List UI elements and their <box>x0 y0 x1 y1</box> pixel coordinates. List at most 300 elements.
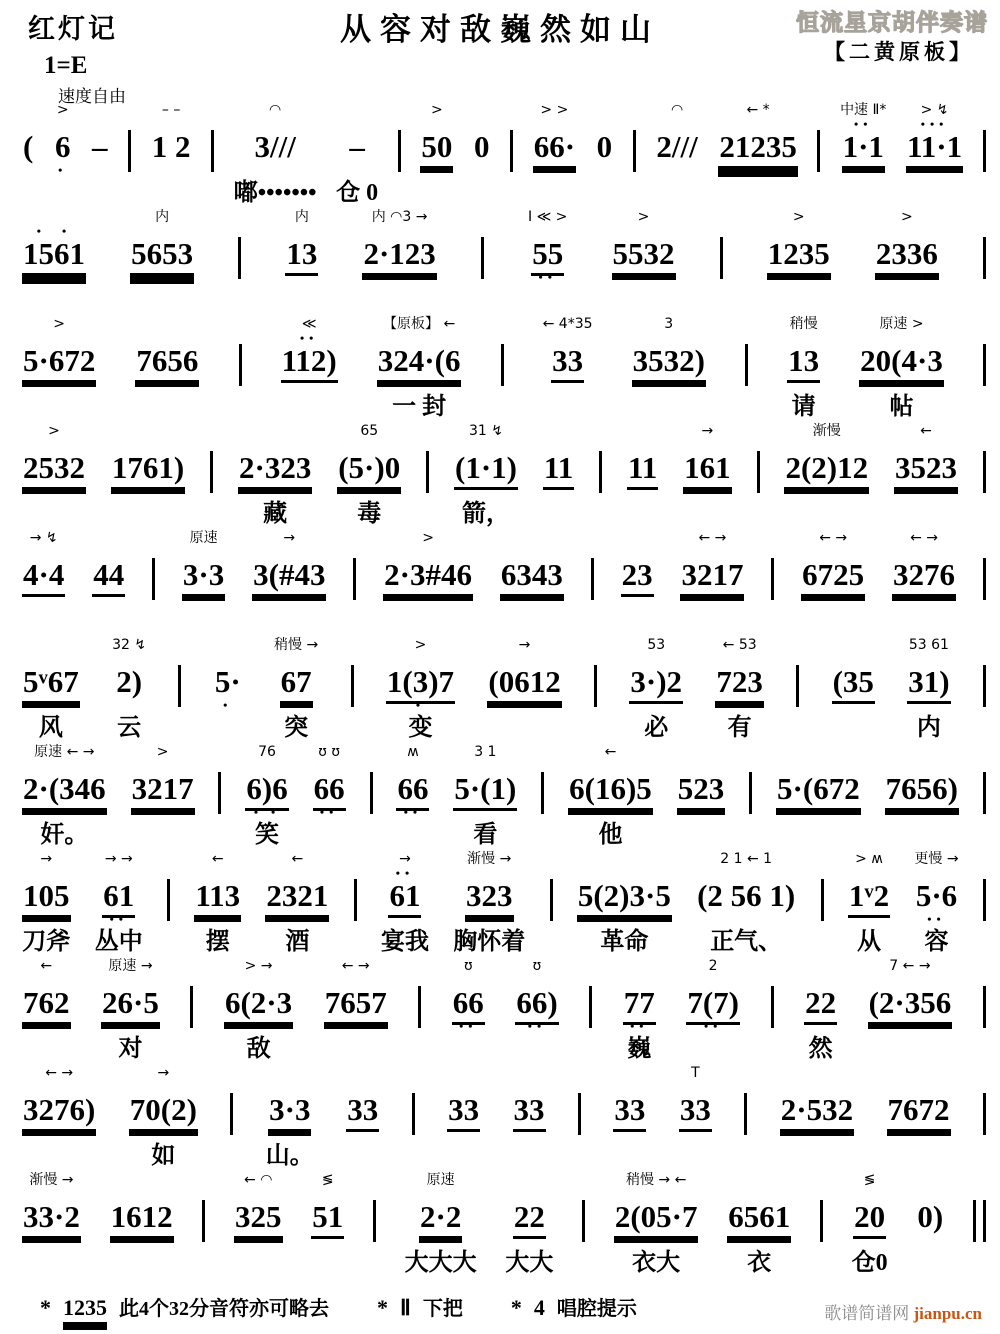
note-group <box>22 1063 96 1170</box>
octave-dots-below: • <box>136 1233 147 1247</box>
octave-dots-below: • <box>158 1126 168 1140</box>
note-group <box>686 956 740 1063</box>
barline <box>510 130 513 172</box>
footnote-text: 此4个32分音符亦可略去 <box>119 1298 329 1320</box>
note-group <box>447 1063 480 1170</box>
annotation: > → <box>244 958 273 974</box>
note-group <box>336 100 378 207</box>
annotation: 31 ↯ <box>469 423 504 439</box>
note-group <box>22 742 107 849</box>
note-group <box>238 421 312 528</box>
octave-dots-below: ••• <box>904 1126 933 1140</box>
note-figures: 7657 <box>324 985 387 1020</box>
annotation: 65 <box>360 423 379 439</box>
annotation: 7 ← → <box>889 958 931 974</box>
site-credit <box>824 1299 982 1324</box>
note-group <box>285 207 318 314</box>
note-group <box>680 528 744 635</box>
note-group <box>500 528 564 635</box>
octave-dots-above: •• <box>854 117 873 131</box>
octave-dots-below: •• • <box>815 591 851 605</box>
octave-dots-below: •• <box>319 805 339 819</box>
lyric: 大大大 <box>404 1250 477 1276</box>
annotation: 稍慢 → ← <box>625 1172 687 1188</box>
annotation: ← 53 <box>722 637 757 653</box>
note-group <box>252 528 326 635</box>
annotation: 【原板】 ← <box>383 316 456 332</box>
note-figures: 3(#43 <box>253 557 326 592</box>
barline <box>983 1093 986 1135</box>
annotation: ← <box>920 423 932 439</box>
octave-dots-below: •••• <box>903 805 941 819</box>
barline <box>983 451 986 493</box>
note-group <box>22 635 80 742</box>
lyric: 仓 0 <box>336 180 379 206</box>
note-figures: 7(7) <box>687 985 739 1020</box>
octave-dots-below: • <box>702 484 713 498</box>
barline <box>983 772 986 814</box>
note-group <box>715 635 764 742</box>
barline <box>594 665 597 707</box>
note-figures: 33 <box>347 1092 379 1127</box>
note-figures: (2 56 1) <box>697 878 796 913</box>
footnote-text: 下把 <box>422 1298 463 1320</box>
note-figures: 5(2)3·5 <box>577 878 671 913</box>
note-figures: 50 <box>421 129 453 164</box>
barline <box>745 344 748 386</box>
octave-dots-below: •• <box>109 912 128 926</box>
note-figures: 1561 <box>23 236 85 271</box>
note-group <box>266 1063 314 1170</box>
octave-dots-below: •• <box>37 1019 56 1033</box>
note-figures: 0) <box>917 1199 944 1234</box>
note-group <box>313 742 346 849</box>
note-group <box>907 635 950 742</box>
note-figures: 5·6 <box>915 878 958 913</box>
octave-dots-below: •• <box>538 270 557 284</box>
barline <box>983 130 986 172</box>
note-group <box>914 849 958 956</box>
asterisk-icon: * <box>510 1295 522 1320</box>
note-group <box>621 528 654 635</box>
annotation: ← <box>211 851 224 867</box>
note-figures: 2·323 <box>239 450 312 485</box>
octave-dots-below: •• <box>138 484 158 498</box>
note-figures: 51 <box>312 1199 344 1234</box>
barline <box>749 772 752 814</box>
annotation: 32 ↯ <box>112 637 147 653</box>
note-figures: 2532 <box>23 450 85 485</box>
note-figures: 11 <box>627 450 658 485</box>
annotation: 76 <box>258 744 276 760</box>
annotation: ← * <box>746 102 770 118</box>
annotation: 内 ◠3 → <box>371 209 428 225</box>
annotation: 更慢 → <box>914 851 959 867</box>
asterisk-icon: * <box>377 1295 388 1320</box>
annotation: > <box>422 530 434 546</box>
note-figures: 6)6 <box>246 771 288 806</box>
footnote-item <box>40 1292 329 1322</box>
note-figures: 523 <box>677 771 725 806</box>
note-figures: 113 <box>195 878 241 913</box>
note-group <box>473 100 491 207</box>
note-group <box>487 635 561 742</box>
note-figures: 2(2)12 <box>785 450 869 485</box>
octave-dots-below: • <box>519 698 530 712</box>
barline <box>211 130 214 172</box>
octave-dots-above: •• <box>299 331 319 345</box>
note-figures: 324·(6 <box>377 343 461 378</box>
annotation: 原速 → <box>108 958 153 974</box>
octave-dots-below: • <box>253 1019 264 1033</box>
barline <box>983 237 986 279</box>
annotation: > <box>56 102 69 118</box>
octave-dots-below: • <box>58 163 68 177</box>
lyric: 突 <box>284 715 309 741</box>
lyric: 胸怀着 <box>453 929 526 955</box>
note-group <box>596 100 614 207</box>
octave-dots-above: ••• <box>920 117 949 131</box>
notation-line <box>22 849 986 956</box>
notation-line <box>22 207 986 314</box>
note-figures: 31) <box>908 664 950 699</box>
note-figures: 13 <box>286 236 318 271</box>
footnote-symbol: Ⅱ <box>400 1295 411 1320</box>
annotation: > ʍ <box>855 851 883 867</box>
annotation: ← <box>291 851 304 867</box>
note-group <box>22 314 96 421</box>
note-figures: 5ᵛ67 <box>23 664 79 699</box>
annotation: > > <box>540 102 569 118</box>
note-group <box>543 421 574 528</box>
note-figures: 762 <box>23 985 70 1020</box>
note-group <box>577 849 672 956</box>
lyric: 容 <box>924 929 949 955</box>
note-group <box>22 421 86 528</box>
lyric: 帖 <box>889 394 914 420</box>
note-group <box>453 742 517 849</box>
lyric: 看 <box>473 822 498 848</box>
note-figures: 5532 <box>612 236 675 271</box>
note-figures: 66 <box>313 771 345 806</box>
octave-dots-below: •• <box>459 1019 478 1033</box>
note-figures: 70(2) <box>129 1092 197 1127</box>
octave-dots-below: • <box>902 270 912 284</box>
note-group <box>780 1063 854 1170</box>
note-group <box>629 635 683 742</box>
annotation: ← <box>604 744 617 760</box>
note-figures: (35 <box>832 664 874 699</box>
octave-dots-below: •••• <box>149 377 186 391</box>
annotation: > <box>431 102 443 118</box>
lyric: 如 <box>151 1143 176 1169</box>
note-figures: 105 <box>23 878 70 913</box>
annotation: ʊ <box>463 958 473 974</box>
footnotes <box>40 1292 637 1322</box>
barline <box>744 1093 747 1135</box>
barline <box>983 986 986 1028</box>
annotation: ← → <box>698 530 727 546</box>
note-group <box>131 742 195 849</box>
annotation: > <box>53 316 66 332</box>
note-group <box>95 849 143 956</box>
octave-dots-below: • • <box>642 1233 670 1247</box>
note-figures: 3·3 <box>269 1092 311 1127</box>
note-figures: ( <box>23 129 34 164</box>
note-group <box>614 1170 699 1277</box>
note-figures: 2) <box>116 664 143 699</box>
note-figures: 11 <box>543 450 574 485</box>
annotation: > ↯ <box>920 102 949 118</box>
note-figures: 3217 <box>131 771 194 806</box>
lyric: 刀斧 <box>22 929 71 955</box>
note-figures: 6725 <box>802 557 865 592</box>
tempo-note: 速度自由 <box>58 87 126 106</box>
octave-dots-below: •• <box>527 1019 547 1033</box>
annotation: 3 1 <box>474 744 497 760</box>
barline <box>771 986 774 1028</box>
note-group <box>655 100 698 207</box>
annotation: > <box>156 744 169 760</box>
barline <box>796 665 799 707</box>
note-figures: 33·2 <box>23 1199 80 1234</box>
note-figures: 33 <box>448 1092 480 1127</box>
note-group <box>613 1063 646 1170</box>
barline <box>983 665 986 707</box>
site-link[interactable]: jianpu.cn <box>913 1304 982 1323</box>
lyric: 变 <box>408 715 433 741</box>
barline <box>983 558 986 600</box>
note-figures: 2·(346 <box>23 771 106 806</box>
annotation: ← 4*35 <box>542 316 593 332</box>
annotation: ʍ <box>407 744 419 760</box>
note-figures: 13 <box>788 343 820 378</box>
barline <box>418 986 421 1028</box>
octave-dots-below: •• <box>286 698 306 712</box>
note-group <box>513 1063 546 1170</box>
note-figures: 44 <box>93 557 125 592</box>
note-group <box>194 849 241 956</box>
note-figures: 2·2 <box>419 1199 462 1234</box>
octave-dots-below: •• <box>914 591 934 605</box>
annotation: ◠ <box>670 102 684 118</box>
octave-dots-below: • <box>223 698 233 712</box>
note-group <box>101 956 160 1063</box>
notation-line <box>22 635 986 742</box>
lyric: 对 <box>118 1036 143 1062</box>
annotation: 内 <box>155 209 170 225</box>
annotation: ← → <box>910 530 938 546</box>
note-figures: 1(3)7 <box>386 664 455 699</box>
barline <box>190 986 193 1028</box>
annotation: I ≪ > <box>528 209 568 225</box>
note-group <box>859 314 944 421</box>
octave-dots-below: •• <box>703 1019 723 1033</box>
note-group <box>346 1063 379 1170</box>
note-group <box>832 635 875 742</box>
annotation: → <box>283 530 296 546</box>
annotation: ← ◠ <box>244 1172 273 1188</box>
annotation: T <box>691 1065 700 1081</box>
barline <box>582 1200 585 1242</box>
note-figures: 723 <box>716 664 763 699</box>
footnote-item <box>511 1292 637 1321</box>
lyric: 然 <box>808 1036 833 1062</box>
note-figures: 11·1 <box>907 129 963 164</box>
barline <box>757 451 760 493</box>
note-figures: 5·672 <box>23 343 96 378</box>
note-group <box>623 956 656 1063</box>
note-group <box>454 421 518 528</box>
annotation: 渐慢 <box>812 423 841 439</box>
note-group <box>906 100 963 207</box>
note-group <box>110 1170 174 1277</box>
note-group <box>129 1063 198 1170</box>
note-figures: 23 <box>621 557 653 592</box>
note-group <box>182 528 225 635</box>
annotation: → → <box>104 851 133 867</box>
note-group <box>505 1170 553 1277</box>
lyric: 敌 <box>246 1036 271 1062</box>
note-group <box>362 207 436 314</box>
notation-line <box>22 1063 986 1170</box>
footnote-text: 唱腔提示 <box>556 1298 637 1320</box>
note-group <box>396 742 429 849</box>
note-group <box>22 207 86 314</box>
lyric: 从 <box>856 929 881 955</box>
note-figures: 2321 <box>266 878 329 913</box>
lyric: 内 <box>916 715 941 741</box>
note-group <box>22 849 71 956</box>
lyric: 衣 <box>747 1250 772 1276</box>
annotation: 渐慢 → <box>467 851 512 867</box>
note-group <box>887 1063 951 1170</box>
note-group <box>784 421 869 528</box>
note-figures: (5·)0 <box>338 450 401 485</box>
note-figures: 7656) <box>885 771 958 806</box>
octave-dots-below: • • <box>45 377 73 391</box>
note-group <box>151 100 192 207</box>
barline <box>983 879 986 921</box>
annotation: > <box>792 209 805 225</box>
note-figures: 1235 <box>767 236 830 271</box>
annotation: ≶ <box>863 1172 876 1188</box>
lyric: 丛中 <box>94 929 143 955</box>
note-group <box>892 528 956 635</box>
barline <box>218 772 221 814</box>
barline <box>353 558 356 600</box>
note-group <box>801 528 865 635</box>
annotation: ʊ ʊ <box>318 744 340 760</box>
note-group <box>776 742 861 849</box>
notation-line <box>22 314 986 421</box>
note-group <box>383 528 473 635</box>
octave-dots-below: • •• <box>33 698 69 712</box>
note-figures: (0612 <box>488 664 561 699</box>
lyric: 毒 <box>357 501 382 527</box>
notation-line <box>22 100 986 207</box>
note-figures: 3·3 <box>182 557 225 592</box>
note-group <box>696 849 796 956</box>
note-figures: 33 <box>679 1092 711 1127</box>
note-group <box>894 421 958 528</box>
note-group <box>224 956 293 1063</box>
barline <box>720 237 723 279</box>
barline <box>370 772 373 814</box>
note-group <box>245 742 288 849</box>
note-figures: 2/// <box>656 129 698 164</box>
barline <box>178 665 181 707</box>
note-group <box>840 100 886 207</box>
note-group <box>420 100 453 207</box>
barline <box>599 451 602 493</box>
barline <box>202 1200 205 1242</box>
lyric: 宴我 <box>380 929 429 955</box>
barline <box>817 130 820 172</box>
octave-dots-below: • <box>41 912 51 926</box>
note-group <box>22 956 71 1063</box>
note-figures: 161 <box>684 450 731 485</box>
annotation: 渐慢 → <box>29 1172 74 1188</box>
site-name: 歌谱简谱网 <box>824 1304 910 1323</box>
annotation: > <box>637 209 650 225</box>
octave-dots-below: • <box>638 270 649 284</box>
annotation: – – <box>161 102 181 118</box>
footnote-symbol: 1235 <box>63 1295 107 1320</box>
barline <box>821 879 824 921</box>
footnote-item <box>377 1292 463 1321</box>
octave-dots-below: • • <box>117 1019 144 1033</box>
note-figures: 3/// <box>254 129 296 164</box>
note-group <box>214 635 242 742</box>
note-group <box>22 1170 81 1277</box>
notation-line <box>22 528 986 635</box>
note-figures: 26·5 <box>102 985 159 1020</box>
notation-line <box>22 421 986 528</box>
note-group <box>274 635 318 742</box>
octave-dots-below: • • <box>805 805 832 819</box>
note-figures: 2336 <box>875 236 938 271</box>
note-figures: 2·532 <box>780 1092 854 1127</box>
note-group <box>515 956 558 1063</box>
octave-dots-below: • <box>415 698 426 712</box>
note-figures: 112) <box>281 343 337 378</box>
note-group <box>22 100 34 207</box>
note-figures: (1·1) <box>455 450 518 485</box>
note-figures: 5·(672 <box>777 771 860 806</box>
lyric: 风 <box>38 715 63 741</box>
note-group <box>885 742 959 849</box>
lyric: 笑 <box>255 822 280 848</box>
note-figures: – <box>349 129 365 164</box>
note-figures: 66 <box>452 985 484 1020</box>
note-figures: 3276) <box>23 1092 96 1127</box>
note-group <box>533 100 576 207</box>
lyric: 箭， <box>462 501 511 527</box>
banshi-tag: 【二黄原板】 <box>824 40 974 64</box>
barline <box>351 665 354 707</box>
notation-line <box>22 956 986 1063</box>
watermark-text: 恒流星京胡伴奏谱 <box>796 10 988 35</box>
barline <box>167 879 170 921</box>
barline <box>771 558 774 600</box>
annotation: ≶ <box>321 1172 334 1188</box>
annotation: 53 <box>647 637 666 653</box>
barline <box>152 558 155 600</box>
note-group <box>528 207 567 314</box>
note-figures: 20(4·3 <box>860 343 943 378</box>
note-group <box>452 956 485 1063</box>
